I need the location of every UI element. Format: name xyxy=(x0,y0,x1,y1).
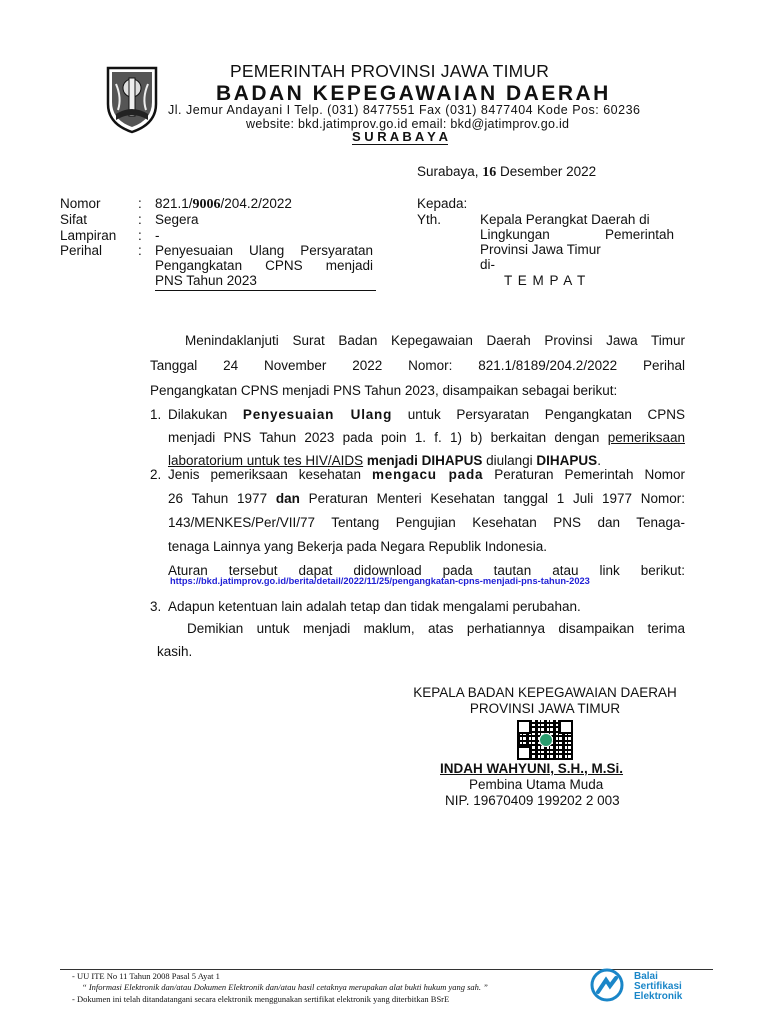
regulation-link[interactable]: https://bkd.jatimprov.go.id/berita/detail/2022/11/25/pengangkatan-cpns-menjadi-pns-tahun-2023 xyxy=(170,576,590,586)
item-1-line-1: Dilakukan Penyesuaian Ulang untuk Persyaratan Pengangkatan CPNS xyxy=(168,407,685,422)
perihal-line-2: Pengangkatan CPNS menjadi xyxy=(155,258,373,273)
item-2-line-5: Aturan tersebut dapat didownload pada tautan atau link berikut: xyxy=(168,563,685,578)
qr-finder-top-left xyxy=(517,720,531,734)
item-3 xyxy=(150,595,685,618)
item-3-number: 3. xyxy=(150,599,162,614)
recipient-line-1: Kepala Perangkat Daerah di xyxy=(480,212,650,227)
header-address: Jl. Jemur Andayani I Telp. (031) 8477551 Fax (031) 8477404 Kode Pos: 60236 xyxy=(168,103,641,117)
recipient-line-4: di- xyxy=(480,257,496,272)
header-agency-name: BADAN KEPEGAWAIAN DAERAH xyxy=(216,82,611,105)
signature-block xyxy=(380,685,710,717)
item-1 xyxy=(150,403,685,472)
nomor-colon: : xyxy=(138,196,142,211)
signatory-name: INDAH WAHYUNI, S.H., M.Si. xyxy=(440,761,624,776)
signature-title-2: PROVINSI JAWA TIMUR xyxy=(469,701,621,716)
perihal-line-1: Penyesuaian Ulang Persyaratan xyxy=(155,243,373,258)
item-3-line-1: Adapun ketentuan lain adalah tetap dan tidak mengalami perubahan. xyxy=(168,599,581,614)
item-1-line-3: laboratorium untuk tes HIV/AIDS menjadi DIHAPUS diulangi DIHAPUS. xyxy=(168,453,601,468)
item-2-line-3: 143/MENKES/Per/VII/77 Tentang Pengujian Kesehatan PNS dan Tenaga- xyxy=(168,515,685,530)
signatory-rank: Pembina Utama Muda xyxy=(469,777,604,792)
letter-date: Surabaya, 16 Desember 2022 xyxy=(417,164,597,180)
recipient-tempat: T E M P A T xyxy=(504,273,587,288)
header-government-name: PEMERINTAH PROVINSI JAWA TIMUR xyxy=(230,61,550,81)
lampiran-value: - xyxy=(155,228,160,243)
signatory-nip: NIP. 19670409 199202 2 003 xyxy=(445,793,620,808)
signature-qr-code xyxy=(517,720,573,760)
perihal-value xyxy=(155,243,373,288)
item-2-line-4: tenaga Lainnya yang Bekerja pada Negara Republik Indonesia. xyxy=(168,539,548,554)
sifat-label: Sifat xyxy=(60,212,88,227)
qr-logo-icon xyxy=(539,733,553,747)
sifat-value: Segera xyxy=(155,212,199,227)
body-p1-line-2: Tanggal 24 November 2022 Nomor: 821.1/8189/204.2/2022 Perihal xyxy=(150,358,685,373)
footer-line-2: “ Informasi Elektronik dan/atau Dokumen Elektronik dan/atau hasil cetaknya merupakan alat bukti hukum yang sah. ” xyxy=(82,982,488,992)
bsre-text xyxy=(634,972,682,1002)
qr-finder-bottom-left xyxy=(517,746,531,760)
lampiran-colon: : xyxy=(138,228,142,243)
recipient-line-2: Lingkungan Pemerintah xyxy=(480,227,674,242)
perihal-colon: : xyxy=(138,243,142,258)
recipient-block xyxy=(452,212,674,272)
item-2-line-1: Jenis pemeriksaan kesehatan mengacu pada Peraturan Pemerintah Nomor xyxy=(168,467,685,482)
nomor-label: Nomor xyxy=(60,196,101,211)
lampiran-label: Lampiran xyxy=(60,228,117,243)
closing-line-2: kasih. xyxy=(157,644,193,659)
perihal-label: Perihal xyxy=(60,243,103,258)
closing xyxy=(157,617,685,663)
item-1-line-2: menjadi PNS Tahun 2023 pada poin 1. f. 1) b) berkaitan dengan pemeriksaan xyxy=(168,430,685,445)
body-p1-line-3: Pengangkatan CPNS menjadi PNS Tahun 2023, disampaikan sebagai berikut: xyxy=(150,383,618,398)
qr-finder-top-right xyxy=(559,720,573,734)
kepada-label: Kepada: xyxy=(417,196,468,211)
footer-line-3: - Dokumen ini telah ditandatangani secara elektronik menggunakan sertifikat elektronik yang diterbitkan BSrE xyxy=(72,994,450,1004)
signature-title-1: KEPALA BADAN KEPEGAWAIAN DAERAH xyxy=(413,685,677,700)
coat-of-arms-icon xyxy=(104,64,160,134)
header-city: S U R A B A Y A xyxy=(352,129,449,144)
footer-line-1: - UU ITE No 11 Tahun 2008 Pasal 5 Ayat 1 xyxy=(72,971,220,981)
bsre-logo-icon xyxy=(590,968,624,1002)
item-2-number: 2. xyxy=(150,467,162,482)
nomor-value: 821.1/9006/204.2/2022 xyxy=(155,196,292,212)
yth-label: Yth. xyxy=(417,212,442,227)
letter-body xyxy=(150,328,685,403)
bsre-line-2: Sertifikasi xyxy=(634,981,682,992)
sifat-colon: : xyxy=(138,212,142,227)
item-2-line-2: 26 Tahun 1977 dan Peraturan Menteri Kesehatan tanggal 1 Juli 1977 Nomor: xyxy=(168,491,685,506)
bsre-line-1: Balai xyxy=(634,971,658,982)
item-1-number: 1. xyxy=(150,407,162,422)
perihal-underline xyxy=(155,290,376,291)
perihal-line-3: PNS Tahun 2023 xyxy=(155,273,257,288)
recipient-line-3: Provinsi Jawa Timur xyxy=(480,242,601,257)
closing-line-1: Demikian untuk menjadi maklum, atas perhatiannya disampaikan terima xyxy=(187,621,685,636)
bsre-line-3: Elektronik xyxy=(634,991,683,1002)
header-web-email: website: bkd.jatimprov.go.id email: bkd@jatimprov.go.id xyxy=(246,117,570,131)
body-p1-line-1: Menindaklanjuti Surat Badan Kepegawaian Daerah Provinsi Jawa Timur xyxy=(185,333,685,348)
item-2 xyxy=(150,463,685,583)
